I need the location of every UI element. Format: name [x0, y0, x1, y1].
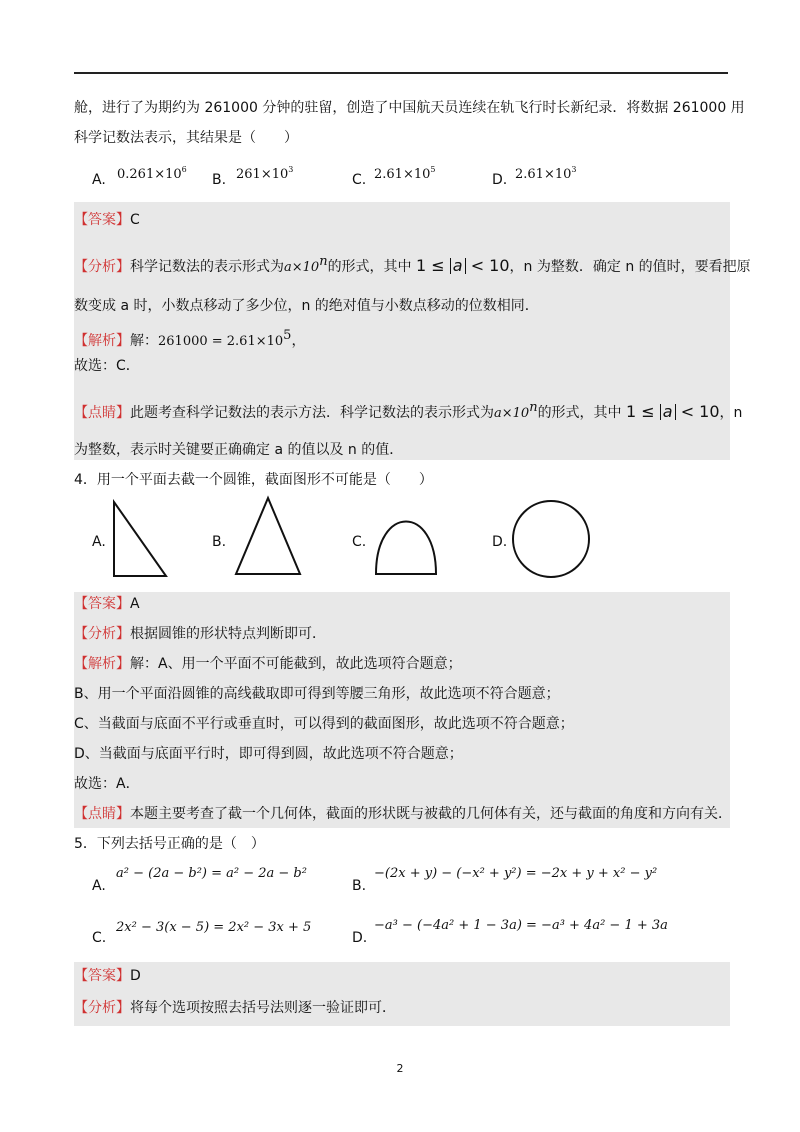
- q3-comment: 【点睛】此题考查科学记数法的表示方法．科学记数法的表示形式为$a\times 10^n$的形式，其中 1 ≤ a < 10，n: [74, 400, 743, 421]
- q3-option-a-expr: $0.261\times 10^6$: [117, 165, 187, 182]
- right-triangle-shape: [108, 498, 172, 580]
- q5-option-b-label: B.: [352, 878, 367, 894]
- page-number: 2: [396, 1062, 404, 1075]
- q5-analysis: 【分析】将每个选项按照去括号法则逐一验证即可．: [74, 1000, 396, 1016]
- q4-analysis: 【分析】根据圆锥的形状特点判断即可．: [74, 626, 326, 642]
- q3-option-d-label: D.: [492, 172, 508, 188]
- q3-option-d-expr: $2.61\times 10^3$: [515, 165, 577, 182]
- q3-option-a-label: A.: [92, 172, 106, 188]
- q3-option-b-label: B.: [212, 172, 227, 188]
- q3-option-b-expr: $261\times 10^3$: [236, 165, 294, 182]
- q4-option-d-label: D.: [492, 534, 508, 550]
- q4-comment: 【点睛】本题主要考查了截一个几何体，截面的形状既与被截的几何体有关，还与截面的角度和方向有关．: [74, 806, 732, 822]
- parabola-section-shape: [368, 494, 444, 580]
- q5-option-d-label: D.: [352, 930, 368, 946]
- q4-solution-line3: C、当截面与底面不平行或垂直时，可以得到的截面图形，故此选项不符合题意；: [74, 716, 574, 732]
- q4-solution-line1: 【解析】解：A、用一个平面不可能截到，故此选项符合题意；: [74, 656, 462, 672]
- q3-answer: 【答案】C: [74, 212, 140, 228]
- q4-option-a-label: A.: [92, 534, 106, 550]
- q5-option-c-label: C.: [92, 930, 107, 946]
- q4-solution-line2: B、用一个平面沿圆锥的高线截取即可得到等腰三角形，故此选项不符合题意；: [74, 686, 560, 702]
- q3-analysis-line2: 数变成 a 时，小数点移动了多少位，n 的绝对值与小数点移动的位数相同．: [74, 298, 539, 314]
- q4-solution-line4: D、当截面与底面平行时，即可得到圆，故此选项不符合题意；: [74, 746, 463, 762]
- q3-choose: 故选：C．: [74, 358, 140, 374]
- q5-option-c-expr: 2x² − 3(x − 5) = 2x² − 3x + 5: [116, 920, 312, 935]
- header-rule: [74, 72, 728, 74]
- q3-line1: 舱，进行了为期约为 261000 分钟的驻留，创造了中国航天员连续在轨飞行时长新纪录．将数据 261000 用: [74, 100, 745, 116]
- q5-option-b-expr: −(2x + y) − (−x² + y²) = −2x + y + x² − y²: [374, 866, 658, 881]
- q5-option-a-expr: a² − (2a − b²) = a² − 2a − b²: [116, 866, 307, 881]
- q3-option-c-label: C.: [352, 172, 367, 188]
- q3-option-c-expr: $2.61\times 10^5$: [374, 165, 436, 182]
- q4-stem: 4．用一个平面去截一个圆锥，截面图形不可能是（ ）: [74, 472, 433, 488]
- isosceles-triangle-shape: [228, 494, 308, 580]
- q5-option-a-label: A.: [92, 878, 106, 894]
- q4-option-c-label: C.: [352, 534, 367, 550]
- q5-stem: 5．下列去括号正确的是（ ）: [74, 836, 265, 852]
- circle-shape: [508, 496, 594, 582]
- q5-answer: 【答案】D: [74, 968, 141, 984]
- q3-comment-line2: 为整数，表示时关键要正确确定 a 的值以及 n 的值．: [74, 442, 404, 458]
- q3-line2: 科学记数法表示，其结果是（ ）: [74, 130, 298, 146]
- q4-choose: 故选：A．: [74, 776, 140, 792]
- q5-option-d-expr: −a³ − (−4a² + 1 − 3a) = −a³ + 4a² − 1 + 3a: [374, 918, 668, 933]
- q3-solution: 【解析】解：$261000 = 2.61\times 10^5$，: [74, 328, 306, 349]
- q4-option-b-label: B.: [212, 534, 227, 550]
- q3-analysis: 【分析】科学记数法的表示形式为$a\times 10^n$的形式，其中 1 ≤ a < 10，n 为整数．确定 n 的值时，要看把原: [74, 254, 751, 275]
- q4-answer: 【答案】A: [74, 596, 140, 612]
